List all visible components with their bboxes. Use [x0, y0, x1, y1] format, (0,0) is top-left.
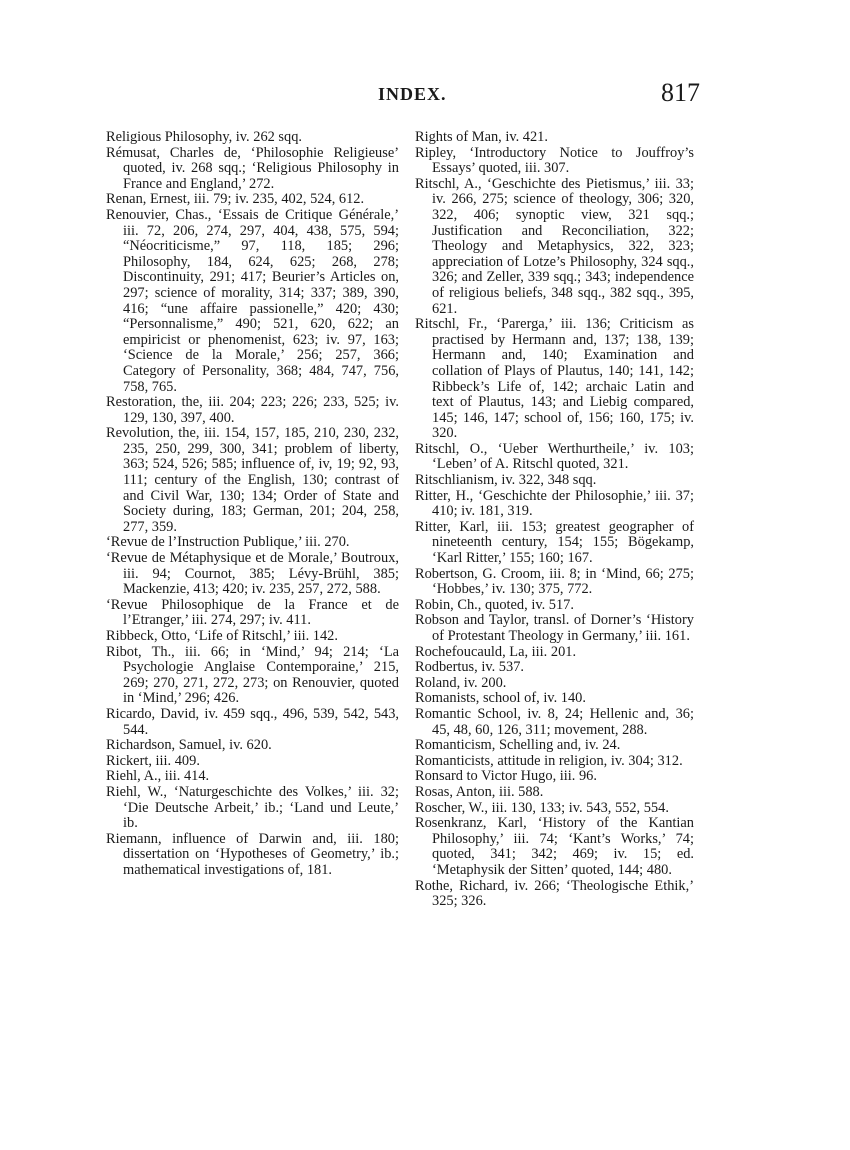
index-entry: Religious Philosophy, iv. 262 sqq.	[106, 129, 303, 145]
index-entry: ‘Revue de l’Instruction Publique,’ iii. 270.	[106, 534, 350, 551]
index-entry: Revolution, the, iii. 154, 157, 185, 210, 230, 232, 235, 250, 299, 300, 341; problem of liberty, 363; 524, 526; 585; influence of, iv, 19; 92, 93, 111; century of the English, 130; contrast of and Civil War, 130; 134; Order of State and Society during, 183; German, 201; 204, 258, 277, 359.	[106, 425, 399, 535]
index-entry: Romanticists, attitude in religion, iv. 304; 312.	[415, 752, 683, 769]
index-entry: Ritschl, A., ‘Geschichte des Pietismus,’ iii. 33; iv. 266, 275; science of theology, 306; 320, 322, 406; synoptic view, 321 sqq.; Justification and Reconciliation, 322; Theology and Metaphysics, 322, 323; appreciation of Lotze’s Philosophy, 324 sqq., 326; and Zeller, 339 sqq.; 343; independence of religious beliefs, 348 sqq., 382 sqq., 395, 621.	[415, 175, 694, 317]
index-entry: Restoration, the, iii. 204; 223; 226; 233, 525; iv. 129, 130, 397, 400.	[106, 394, 399, 426]
index-entry: Richardson, Samuel, iv. 620.	[106, 737, 272, 754]
index-entry: Rickert, iii. 409.	[106, 752, 200, 769]
index-entry: Rodbertus, iv. 537.	[415, 659, 524, 676]
index-entry: Riehl, A., iii. 414.	[106, 768, 210, 785]
page-number: 817	[661, 78, 700, 107]
index-entry: Renan, Ernest, iii. 79; iv. 235, 402, 524, 612.	[106, 191, 365, 208]
index-entry: Roscher, W., iii. 130, 133; iv. 543, 552, 554.	[415, 799, 669, 816]
index-entry: Romanists, school of, iv. 140.	[415, 690, 586, 707]
index-entry: Robson and Taylor, transl. of Dorner’s ‘History of Protestant Theology in Germany,’ iii. 161.	[415, 612, 694, 644]
index-entry: Ritschlianism, iv. 322, 348 sqq.	[415, 472, 597, 489]
index-entry: Ritter, Karl, iii. 153; greatest geographer of nineteenth century, 154; 155; Bögekamp, ‘Karl Ritter,’ 155; 160; 167.	[415, 518, 694, 567]
index-entry: Renouvier, Chas., ‘Essais de Critique Générale,’ iii. 72, 206, 274, 297, 404, 438, 575, 594; “Néocriticisme,” 97, 118, 185; 296; Philosophy, 184, 624, 625; 268, 278; Discontinuity, 291; 417; Beurier’s Articles on, 297; science of morality, 314; 337; 389, 390, 416; “une affaire passionelle,” 420; 430; “Personnalisme,” 490; 521, 620, 622; an empiricist or phenomenist, 623; iv. 97, 163; ‘Science de la Morale,’ 256; 257, 366; Category of Personality, 368; 484, 747, 756, 758, 765.	[106, 206, 399, 395]
index-entry: Ronsard to Victor Hugo, iii. 96.	[415, 768, 597, 785]
index-column-right	[415, 130, 694, 910]
page-header	[106, 78, 700, 114]
index-entry: Robin, Ch., quoted, iv. 517.	[415, 596, 574, 613]
index-entry: ‘Revue de Métaphysique et de Morale,’ Boutroux, iii. 94; Cournot, 385; Lévy-Brühl, 385; Mackenzie, 413; 420; iv. 235, 257, 272, 588.	[106, 550, 399, 598]
index-entry: Riehl, W., ‘Naturgeschichte des Volkes,’ iii. 32; ‘Die Deutsche Arbeit,’ ib.; ‘Land und Leute,’ ib.	[106, 783, 399, 832]
running-head: INDEX.	[378, 84, 447, 104]
index-entry: Rochefoucauld, La, iii. 201.	[415, 643, 577, 660]
index-column-left	[106, 130, 399, 879]
index-entry: Ritschl, Fr., ‘Parerga,’ iii. 136; Criticism as practised by Hermann and, 137; 138, 139; Hermann and, 140; Examination and collation of Plays of Plautus, 140; 141, 142; Ribbeck’s Life of, 142; archaic Latin and text of Plautus, 143; and Liebig compared, 145; 146, 147; school of, 156; 160, 175; iv. 320.	[415, 316, 694, 442]
index-entry: Rémusat, Charles de, ‘Philosophie Religieuse’ quoted, iv. 268 sqq.; ‘Religious Philosophy in France and England,’ 272.	[106, 144, 399, 192]
index-entry: Ribot, Th., iii. 66; in ‘Mind,’ 94; 214; ‘La Psychologie Anglaise Contemporaine,’ 215, 269; 270, 271, 272, 273; on Renouvier, quoted in ‘Mind,’ 296; 426.	[106, 643, 399, 707]
index-entry: Riemann, influence of Darwin and, iii. 180; dissertation on ‘Hypotheses of Geometry,’ ib.; mathematical investigations of, 181.	[106, 830, 399, 878]
index-entry: Roland, iv. 200.	[415, 674, 507, 691]
index-entry: Rosenkranz, Karl, ‘History of the Kantian Philosophy,’ iii. 74; ‘Kant’s Works,’ 74; quoted, 341; 342; 469; iv. 15; ed. ‘Metaphysik der Sitten’ quoted, 144; 480.	[415, 815, 694, 878]
index-entry: Romanticism, Schelling and, iv. 24.	[415, 737, 621, 754]
index-entry: Rights of Man, iv. 421.	[415, 129, 548, 145]
index-entry: Rosas, Anton, iii. 588.	[415, 783, 544, 800]
index-entry: Ritschl, O., ‘Ueber Werthurtheile,’ iv. 103; ‘Leben’ of A. Ritschl quoted, 321.	[415, 440, 694, 473]
index-entry: Ricardo, David, iv. 459 sqq., 496, 539, 542, 543, 544.	[106, 705, 399, 738]
index-entry: Robertson, G. Croom, iii. 8; in ‘Mind, 66; 275; ‘Hobbes,’ iv. 130; 375, 772.	[415, 565, 694, 598]
index-entry: Ribbeck, Otto, ‘Life of Ritschl,’ iii. 142.	[106, 628, 338, 644]
index-entry: Romantic School, iv. 8, 24; Hellenic and, 36; 45, 48, 60, 126, 311; movement, 288.	[415, 705, 694, 738]
index-entry: Ripley, ‘Introductory Notice to Jouffroy’s Essays’ quoted, iii. 307.	[415, 144, 694, 177]
index-entry: Rothe, Richard, iv. 266; ‘Theologische Ethik,’ 325; 326.	[415, 877, 694, 910]
index-entry: Ritter, H., ‘Geschichte der Philosophie,’ iii. 37; 410; iv. 181, 319.	[415, 487, 694, 520]
index-entry: ‘Revue Philosophique de la France et de l’Etranger,’ iii. 274, 297; iv. 411.	[106, 596, 399, 629]
